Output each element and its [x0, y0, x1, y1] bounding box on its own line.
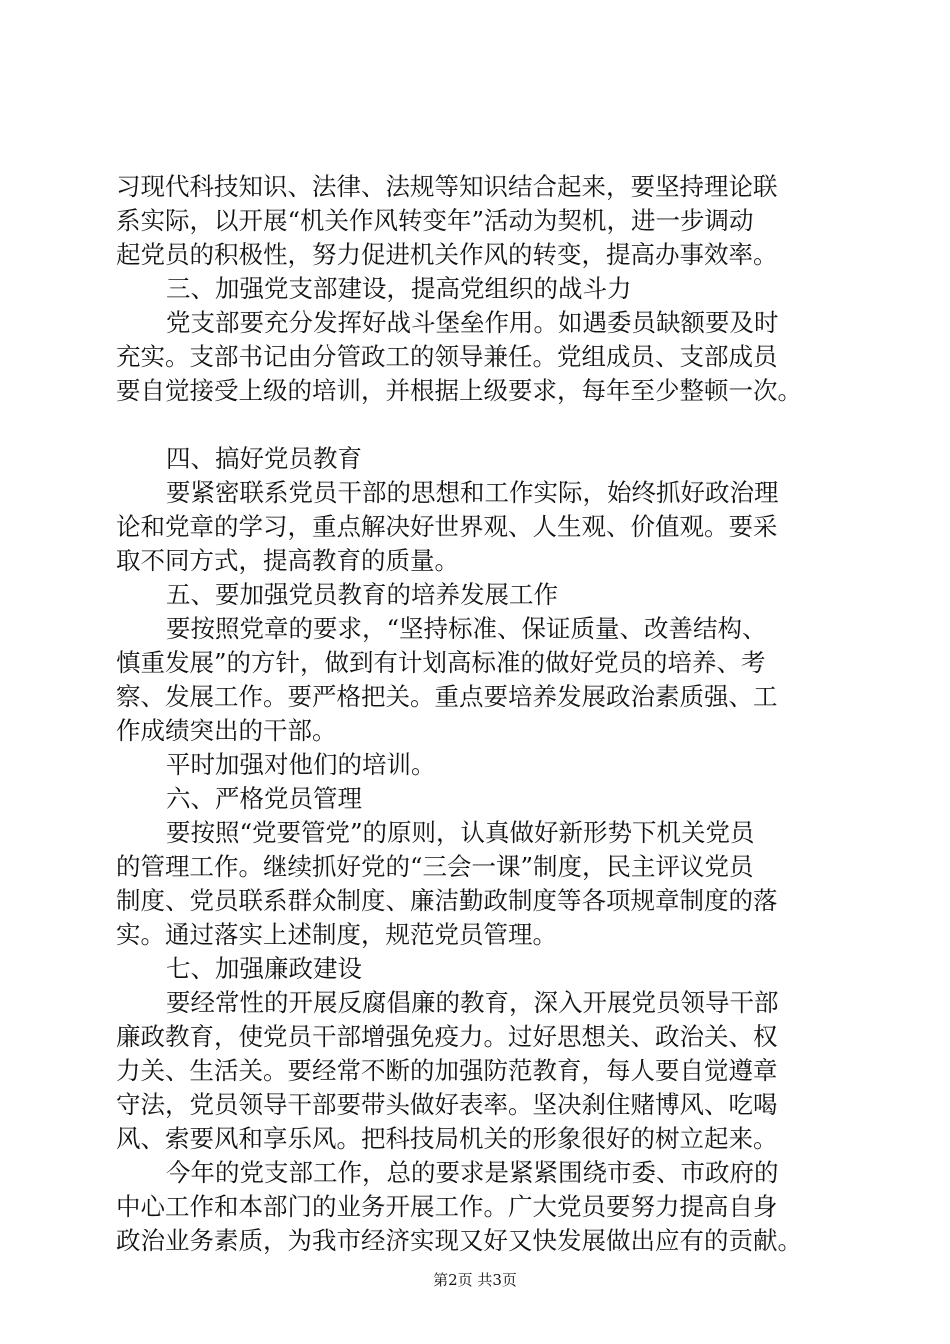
- text-line: 要紧密联系党员干部的思想和工作实际，始终抓好政治理: [166, 478, 779, 507]
- section-heading-5: 五、要加强党员教育的培养发展工作: [166, 580, 558, 609]
- section-heading-3: 三、加强党支部建设，提高党组织的战斗力: [166, 274, 632, 303]
- section-heading-4: 四、搞好党员教育: [166, 444, 362, 473]
- text-line: 要自觉接受上级的培训，并根据上级要求，每年至少整顿一次。: [116, 376, 802, 405]
- text-line: 察、发展工作。要严格把关。重点要培养发展政治素质强、工: [116, 682, 778, 711]
- text-line: 要经常性的开展反腐倡廉的教育，深入开展党员领导干部: [166, 988, 779, 1017]
- section-heading-7: 七、加强廉政建设: [166, 954, 362, 983]
- section-heading-6: 六、严格党员管理: [166, 784, 362, 813]
- text-line: 系实际，以开展“机关作风转变年”活动为契机，进一步调动: [116, 206, 754, 235]
- text-line: 实。通过落实上述制度，规范党员管理。: [116, 920, 557, 949]
- text-line: 风、索要风和享乐风。把科技局机关的形象很好的树立起来。: [116, 1124, 778, 1153]
- text-line: 要按照“党要管党”的原则，认真做好新形势下机关党员: [166, 818, 755, 847]
- document-body: [116, 170, 846, 1258]
- text-line: 要按照党章的要求，“坚持标准、保证质量、改善结构、: [166, 614, 767, 643]
- text-line: 慎重发展”的方针，做到有计划高标准的做好党员的培养、考: [116, 648, 766, 677]
- text-line: 守法，党员领导干部要带头做好表率。坚决刹住赌博风、吃喝: [116, 1090, 778, 1119]
- text-line: 取不同方式，提高教育的质量。: [116, 546, 459, 575]
- text-line: 充实。支部书记由分管政工的领导兼任。党组成员、支部成员: [116, 342, 778, 371]
- text-line: 廉政教育，使党员干部增强免疫力。过好思想关、政治关、权: [116, 1022, 778, 1051]
- text-line: 平时加强对他们的培训。: [166, 750, 436, 779]
- text-line: 习现代科技知识、法律、法规等知识结合起来，要坚持理论联: [116, 172, 778, 201]
- text-line: 政治业务素质，为我市经济实现又好又快发展做出应有的贡献。: [116, 1226, 802, 1255]
- text-line: 今年的党支部工作，总的要求是紧紧围绕市委、市政府的: [166, 1158, 779, 1187]
- text-line: 党支部要充分发挥好战斗堡垒作用。如遇委员缺额要及时: [166, 308, 779, 337]
- text-line: 中心工作和本部门的业务开展工作。广大党员要努力提高自身: [116, 1192, 778, 1221]
- page-number-footer: 第2页 共3页: [433, 1271, 517, 1289]
- text-line: 作成绩突出的干部。: [116, 716, 337, 745]
- text-line: 的管理工作。继续抓好党的“三会一课”制度，民主评议党员: [116, 852, 754, 881]
- text-line: 力关、生活关。要经常不断的加强防范教育，每人要自觉遵章: [116, 1056, 778, 1085]
- text-line: 起党员的积极性，努力促进机关作风的转变，提高办事效率。: [116, 240, 778, 269]
- text-line: 制度、党员联系群众制度、廉洁勤政制度等各项规章制度的落: [116, 886, 778, 915]
- text-line: 论和党章的学习，重点解决好世界观、人生观、价值观。要采: [116, 512, 778, 541]
